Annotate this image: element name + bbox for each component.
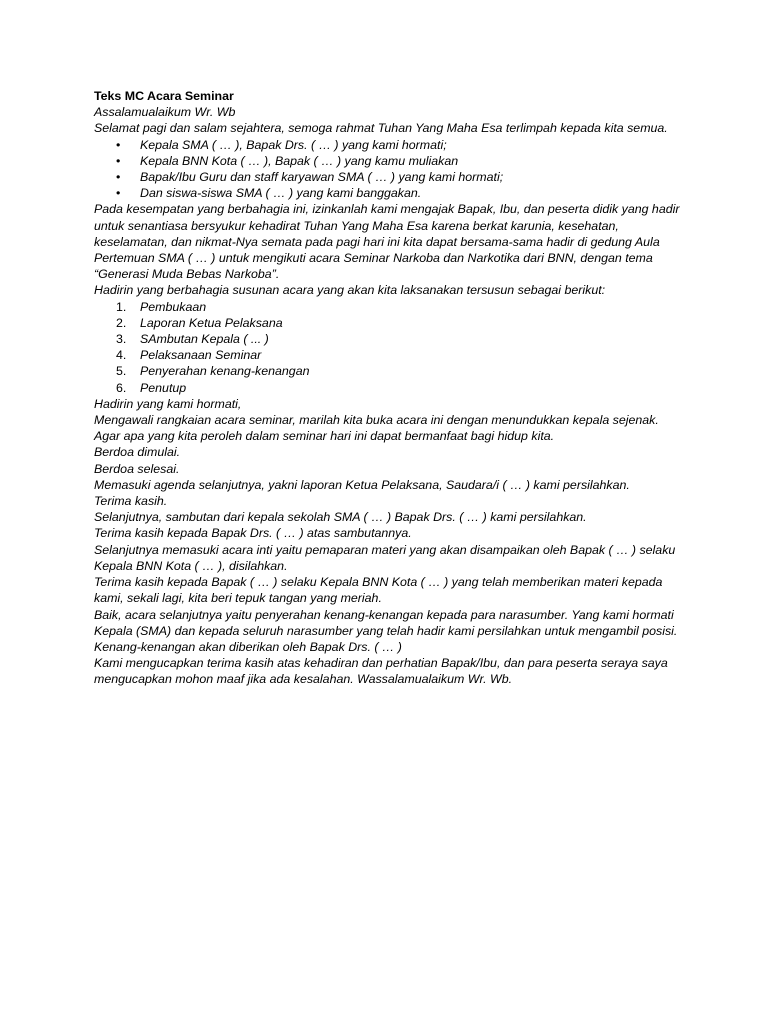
- agenda-number: 2.: [116, 315, 127, 330]
- bullet-icon: •: [116, 137, 121, 152]
- agenda-text: Pelaksanaan Seminar: [140, 348, 262, 363]
- agenda-text: Penyerahan kenang-kenangan: [140, 364, 310, 379]
- list-item: [94, 169, 686, 185]
- agenda-number: 6.: [116, 380, 127, 395]
- honorifics-list: [94, 137, 686, 202]
- agenda-intro: Hadirin yang berbahagia susunan acara yang akan kita laksanakan tersusun sebagai berikut:: [94, 283, 606, 298]
- list-item: [94, 137, 686, 153]
- agenda-text: Penutup: [140, 380, 187, 395]
- body-paragraph: Terima kasih kepada Bapak ( … ) selaku Kepala BNN Kota ( … ) yang telah memberikan materi kepada kami, sekali lagi, kita beri tepuk tangan yang meriah.: [94, 575, 663, 606]
- intro-paragraph: Pada kesempatan yang berbahagia ini, izinkanlah kami mengajak Bapak, Ibu, dan peserta didik yang hadir untuk senantiasa bersyukur kehadirat Tuhan Yang Maha Esa karena berkat karunia, kesehatan, keselamatan, dan nikmat-Nya semata pada pagi hari ini kita dapat bersama-sama hadir di gedung Aula Pertemuan SMA ( … ) untuk mengikuti acara Seminar Narkoba dan Narkotika dari BNN, dengan tema “Generasi Muda Bebas Narkoba”.: [94, 202, 680, 282]
- body-paragraph: Memasuki agenda selanjutnya, yakni laporan Ketua Pelaksana, Saudara/i ( … ) kami persilahkan.: [94, 477, 630, 492]
- agenda-item: [94, 363, 686, 379]
- agenda-item: [94, 299, 686, 315]
- agenda-text: SAmbutan Kepala ( ... ): [140, 332, 269, 347]
- body-paragraph: Berdoa dimulai.: [94, 445, 181, 460]
- body-paragraph: Selanjutnya memasuki acara inti yaitu pemaparan materi yang akan disampaikan oleh Bapak ( … ) selaku Kepala BNN Kota ( … ), disilahkan.: [94, 542, 676, 573]
- agenda-item: [94, 331, 686, 347]
- greeting: Assalamualaikum Wr. Wb: [94, 105, 236, 120]
- agenda-item: [94, 347, 686, 363]
- document-title: Teks MC Acara Seminar: [94, 89, 234, 103]
- agenda-number: 3.: [116, 332, 127, 347]
- body-paragraph: Hadirin yang kami hormati,: [94, 396, 242, 411]
- list-item: [94, 153, 686, 169]
- agenda-text: Pembukaan: [140, 299, 207, 314]
- bullet-icon: •: [116, 186, 121, 201]
- opening-paragraph: Selamat pagi dan salam sejahtera, semoga rahmat Tuhan Yang Maha Esa terlimpah kepada kita semua.: [94, 121, 668, 136]
- agenda-item: [94, 315, 686, 331]
- agenda-list: [94, 299, 686, 396]
- list-item-text: Bapak/Ibu Guru dan staff karyawan SMA ( … ) yang kami hormati;: [140, 170, 504, 185]
- agenda-number: 1.: [116, 299, 127, 314]
- agenda-number: 4.: [116, 348, 127, 363]
- bullet-icon: •: [116, 170, 121, 185]
- body-paragraph: Terima kasih kepada Bapak Drs. ( … ) atas sambutannya.: [94, 526, 412, 541]
- agenda-text: Laporan Ketua Pelaksana: [140, 315, 283, 330]
- list-item: [94, 185, 686, 201]
- list-item-text: Dan siswa-siswa SMA ( … ) yang kami banggakan.: [140, 186, 422, 201]
- list-item-text: Kepala BNN Kota ( … ), Bapak ( … ) yang kamu muliakan: [140, 153, 459, 168]
- list-item-text: Kepala SMA ( … ), Bapak Drs. ( … ) yang kami hormati;: [140, 137, 447, 152]
- body-paragraph: Selanjutnya, sambutan dari kepala sekolah SMA ( … ) Bapak Drs. ( … ) kami persilahkan.: [94, 510, 587, 525]
- document-page: [94, 88, 686, 688]
- agenda-item: [94, 380, 686, 396]
- bullet-icon: •: [116, 153, 121, 168]
- body-paragraph: Kami mengucapkan terima kasih atas kehadiran dan perhatian Bapak/Ibu, dan para peserta seraya saya mengucapkan mohon maaf jika ada kesalahan. Wassalamualaikum Wr. Wb.: [94, 656, 668, 687]
- agenda-number: 5.: [116, 364, 127, 379]
- body-paragraph: Mengawali rangkaian acara seminar, marilah kita buka acara ini dengan menundukkan kepala sejenak. Agar apa yang kita peroleh dalam seminar hari ini dapat bermanfaat bagi hidup kita.: [94, 413, 659, 444]
- body-paragraph: Berdoa selesai.: [94, 461, 180, 476]
- body-paragraph: Terima kasih.: [94, 494, 168, 509]
- body-paragraph: Baik, acara selanjutnya yaitu penyerahan kenang-kenangan kepada para narasumber. Yang kami hormati Kepala (SMA) dan kepada seluruh narasumber yang telah hadir kami persilahkan untuk mengambil posisi. Kenang-kenangan akan diberikan oleh Bapak Drs. ( … ): [94, 607, 678, 654]
